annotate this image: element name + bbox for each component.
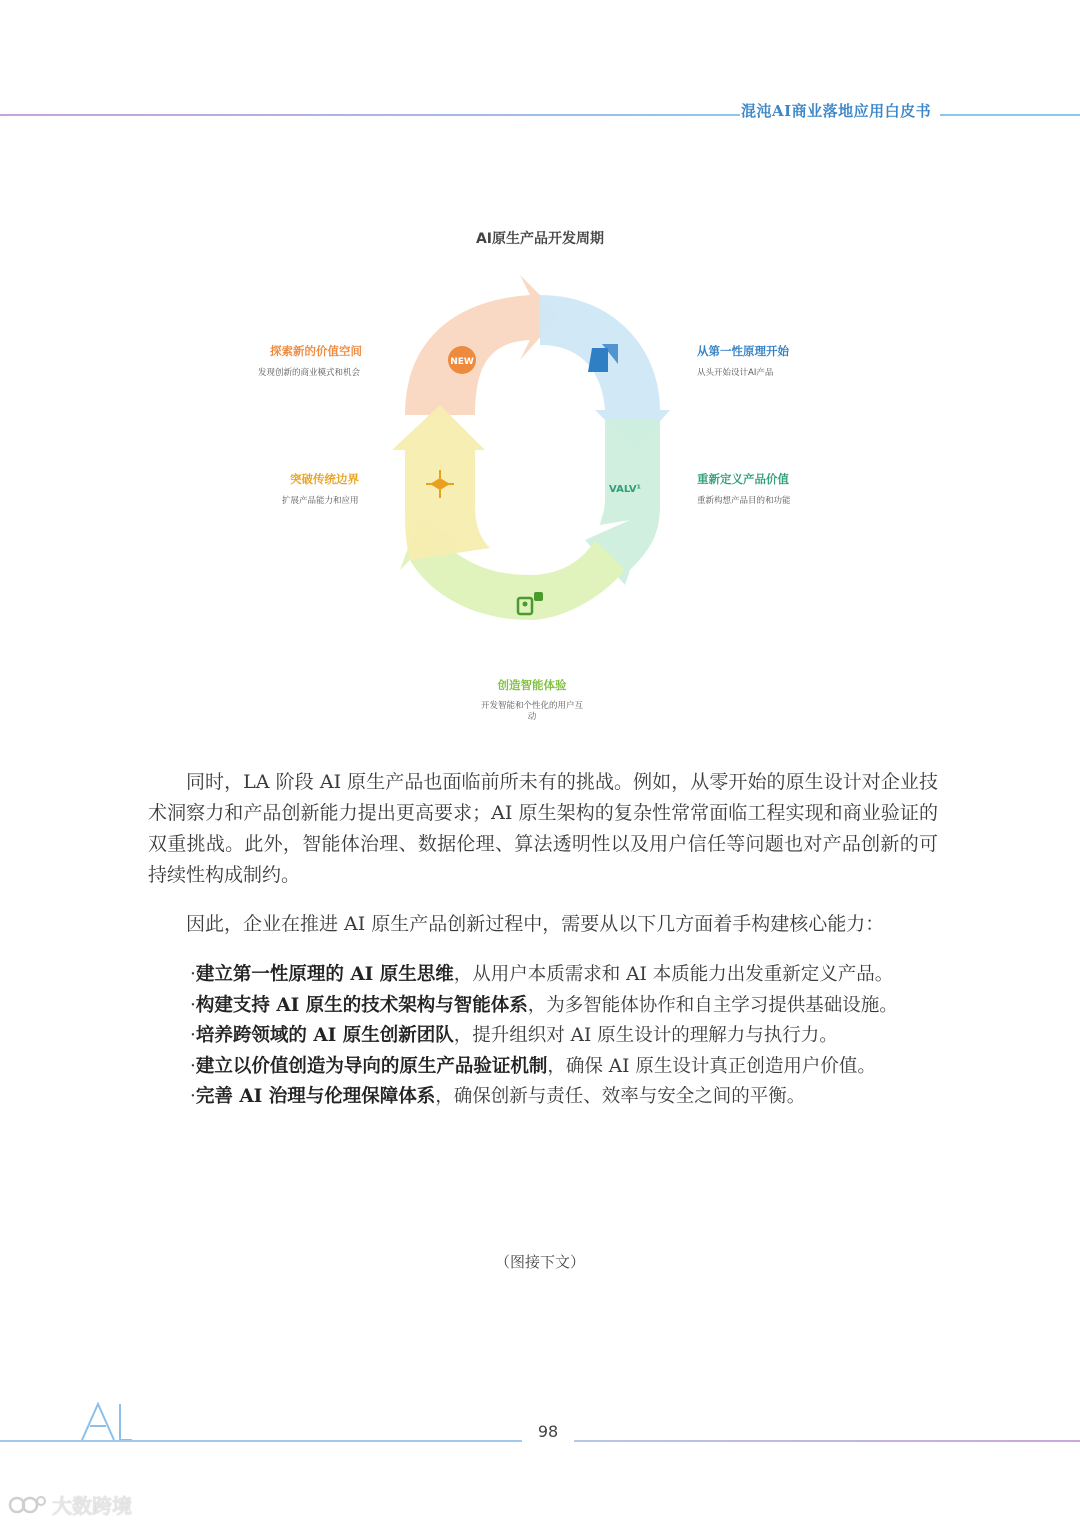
stage-title-intelligent-experience: 创造智能体验 — [497, 678, 567, 692]
value-text-icon: VALV¹ — [609, 484, 641, 495]
bullet-mark: · — [190, 994, 196, 1016]
list-item-text: ，从用户本质需求和 AI 本质能力出发重新定义产品。 — [453, 964, 894, 985]
list-item-bold: 建立第一性原理的 AI 原生思维 — [195, 964, 454, 985]
list-item-bold: 构建支持 AI 原生的技术架构与智能体系 — [195, 994, 528, 1016]
body-paragraph-1: 同时，LA 阶段 AI 原生产品也面临前所未有的挑战。例如，从零开始的原生设计对企业技术洞察力和产品创新能力提出更高要求；AI 原生架构的复杂性常常面临工程实现和商业验证的双重挑战。此外，智能体治理、数据伦理、算法透明性以及用户信任等问题也对产品创新的可持续性构成制约。 — [148, 771, 938, 886]
bullet-mark: · — [190, 1086, 196, 1107]
list-item — [190, 960, 950, 991]
cycle-diagram — [380, 270, 690, 620]
list-item-bold: 培养跨领域的 AI 原生创新团队 — [195, 1025, 454, 1046]
capability-list — [190, 960, 950, 1113]
list-item-text: ，提升组织对 AI 原生设计的理解力与执行力。 — [453, 1025, 838, 1046]
bullet-mark: · — [190, 1055, 196, 1077]
stage-title-explore: 探索新的价值空间 — [270, 344, 362, 358]
watermark — [8, 1490, 132, 1519]
stage-desc-explore: 发现创新的商业模式和机会 — [258, 368, 361, 378]
stage-desc-intelligent-experience-line1: 开发智能和个性化的用户互 — [480, 701, 583, 711]
bullet-mark: · — [190, 964, 196, 985]
list-item-text: ，确保 AI 原生设计真正创造用户价值。 — [547, 1055, 876, 1077]
stage-desc-first-principles: 从头开始设计AI产品 — [697, 368, 774, 378]
ai-logo-icon — [80, 1400, 132, 1444]
header-rule-left — [0, 114, 740, 116]
header-title: 混沌AI商业落地应用白皮书 — [741, 102, 932, 120]
new-badge-icon — [448, 346, 476, 374]
watermark-text: 大数跨境 — [52, 1494, 132, 1518]
diagram-title: AI原生产品开发周期 — [475, 231, 605, 247]
list-item-bold: 建立以价值创造为导向的原生产品验证机制 — [195, 1055, 548, 1077]
figure-continue-note: （图接下文） — [494, 1253, 585, 1271]
watermark-logo-icon — [8, 1494, 48, 1516]
header-rule-right — [940, 114, 1080, 116]
list-item — [190, 1021, 950, 1052]
list-item-bold: 完善 AI 治理与伦理保障体系 — [195, 1086, 436, 1107]
stage-title-break-boundaries: 突破传统边界 — [290, 472, 359, 486]
stage-title-redefine: 重新定义产品价值 — [697, 472, 789, 486]
footer-rule-left — [0, 1440, 522, 1442]
stage-desc-break-boundaries: 扩展产品能力和应用 — [282, 496, 359, 506]
cycle-segment-explore — [405, 275, 560, 415]
list-item — [190, 1082, 950, 1113]
svg-text:NEW: NEW — [450, 357, 474, 367]
stage-title-first-principles: 从第一性原理开始 — [697, 344, 789, 358]
body-paragraph-2: 因此，企业在推进 AI 原生产品创新过程中，需要从以下几方面着手构建核心能力： — [186, 913, 885, 935]
footer-rule-right — [574, 1440, 1080, 1442]
list-item-text: ，确保创新与责任、效率与安全之间的平衡。 — [435, 1086, 806, 1107]
stage-desc-redefine: 重新构想产品目的和功能 — [697, 496, 791, 506]
svg-text:AI: AI — [80, 1400, 82, 1401]
list-item — [190, 991, 950, 1022]
list-item-text: ，为多智能体协作和自主学习提供基础设施。 — [527, 994, 898, 1016]
bullet-mark: · — [190, 1025, 196, 1046]
page-number: 98 — [537, 1422, 559, 1441]
list-item — [190, 1052, 950, 1083]
stage-desc-intelligent-experience-line2: 动 — [527, 712, 537, 722]
